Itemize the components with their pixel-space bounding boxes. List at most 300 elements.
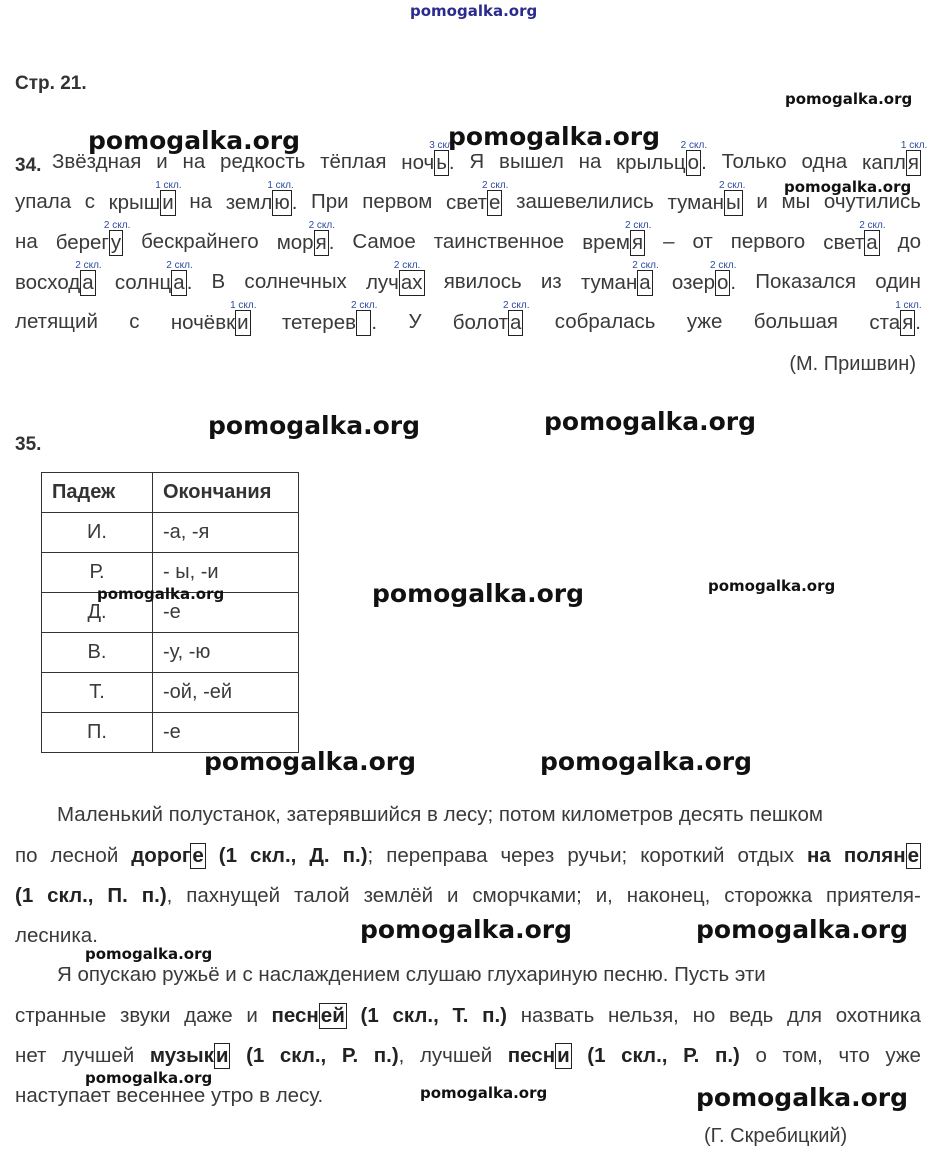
text-segment — [186, 876, 280, 916]
text-segment — [392, 996, 438, 1036]
ending-letter: а — [866, 231, 878, 254]
ending-letter: я — [907, 151, 919, 174]
ending-box — [710, 260, 737, 296]
watermark-text: pomogalka.org — [544, 407, 757, 436]
text-segment — [352, 230, 415, 256]
word: ночёвк — [170, 311, 236, 334]
word: назвать — [520, 1004, 595, 1027]
table-row — [42, 513, 299, 553]
bold-word: П. — [107, 884, 128, 907]
text-segment — [616, 140, 708, 176]
text-segment — [170, 300, 257, 336]
text-segment — [608, 996, 679, 1036]
p2-line-1-text: Я опускаю ружьё и с наслаждением слушаю глухариную песню. Пусть эти — [57, 963, 766, 986]
word: охотника — [835, 1004, 921, 1027]
p2-line-2 — [15, 996, 921, 1036]
word: звуки — [119, 1004, 171, 1027]
word: через — [500, 844, 555, 867]
ex34-line — [15, 300, 922, 336]
watermark-text: pomogalka.org — [420, 1084, 548, 1102]
text-segment — [386, 836, 487, 876]
declension-label: 2 скл. — [718, 180, 746, 191]
text-segment — [15, 876, 33, 916]
text-segment — [51, 836, 119, 876]
word: Я — [469, 150, 485, 173]
text-segment — [85, 190, 95, 216]
word: У — [408, 310, 422, 333]
word: нет — [15, 1044, 47, 1067]
word: первого — [730, 230, 806, 253]
p1-line-3 — [15, 876, 921, 916]
declension-label: 1 скл. — [895, 300, 922, 311]
ending-box: и — [215, 1044, 229, 1067]
ending-box — [75, 260, 102, 296]
text-segment — [15, 836, 38, 876]
bold-word: п.) — [482, 1004, 507, 1027]
declension-label: 2 скл. — [75, 260, 102, 271]
ending-letter: о — [717, 271, 729, 294]
table-row — [42, 633, 299, 673]
word: . — [730, 271, 737, 294]
text-segment — [120, 996, 171, 1036]
text-segment — [722, 150, 787, 176]
word: ; — [367, 844, 374, 867]
text-segment — [408, 310, 421, 336]
ending-box: е — [192, 844, 204, 867]
word: мор — [276, 231, 314, 254]
text-segment — [579, 150, 602, 176]
word: до — [897, 230, 921, 253]
case-cell: Т. — [42, 673, 153, 713]
word: свет — [823, 231, 865, 254]
text-segment — [596, 876, 613, 916]
text-segment — [361, 996, 379, 1036]
text-segment — [754, 310, 838, 336]
word: странные — [15, 1004, 107, 1027]
ex35-number: 35. — [15, 434, 42, 455]
word: зашевелились — [516, 190, 654, 213]
text-segment — [787, 996, 822, 1036]
word: от — [692, 230, 713, 253]
text-segment — [141, 230, 259, 256]
watermark-text: pomogalka.org — [708, 577, 836, 595]
text-segment — [294, 876, 350, 916]
ending-box — [155, 180, 182, 216]
ending-letter: а — [82, 271, 94, 294]
declension-label: 1 скл. — [230, 300, 257, 311]
text-segment — [309, 836, 329, 876]
declension-label: 3 скл. — [429, 140, 456, 151]
case-cell: П. — [42, 713, 153, 753]
text-segment — [663, 230, 674, 256]
text-segment — [587, 1036, 605, 1076]
declension-label: 2 скл. — [503, 300, 530, 311]
word: приятеля- — [826, 884, 921, 907]
ending-box — [308, 220, 336, 256]
word: вышел — [499, 150, 564, 173]
bold-word: п.) — [342, 844, 368, 867]
watermark-text: pomogalka.org — [540, 747, 753, 776]
word: и, — [595, 884, 613, 907]
text-segment — [15, 996, 106, 1036]
word: . — [701, 151, 707, 174]
word: редкость — [220, 150, 306, 173]
text-segment — [15, 190, 71, 216]
bold-word: (1 — [587, 1044, 606, 1067]
watermark-text: pomogalka.org — [696, 1083, 909, 1112]
ending-box — [680, 140, 708, 176]
text-segment — [802, 150, 848, 176]
watermark-text: pomogalka.org — [97, 585, 225, 603]
text-segment — [826, 876, 921, 916]
text-segment — [671, 260, 737, 296]
word: наконец, — [626, 884, 711, 907]
text-segment — [114, 260, 193, 296]
word: на — [578, 150, 602, 173]
word: очутились — [823, 190, 921, 213]
top-watermark: pomogalka.org — [410, 2, 538, 20]
word: и — [446, 884, 459, 907]
ending-letter: е — [489, 191, 501, 214]
text-segment — [362, 190, 432, 216]
text-segment — [469, 150, 484, 176]
watermark-text: pomogalka.org — [88, 126, 301, 155]
text-segment — [472, 876, 581, 916]
ending-box: и — [557, 1044, 570, 1067]
word: большая — [753, 310, 839, 333]
declension-label: 2 скл. — [680, 140, 708, 151]
word: земл — [225, 191, 273, 214]
declension-label: 1 скл. — [267, 180, 294, 191]
ending-box — [267, 180, 294, 216]
text-segment — [582, 220, 652, 256]
bold-word: Т. — [452, 1004, 469, 1027]
declension-label: 2 скл. — [482, 180, 509, 191]
text-segment — [434, 230, 564, 256]
word: упала — [15, 190, 72, 213]
word: о — [755, 1044, 767, 1067]
word: лесной — [50, 844, 119, 867]
text-segment — [627, 876, 710, 916]
text-segment — [783, 1036, 823, 1076]
text-segment — [272, 996, 347, 1036]
ending-cell: -ой, -ей — [153, 673, 299, 713]
watermark-text: pomogalka.org — [204, 747, 417, 776]
text-segment — [807, 836, 831, 876]
word: уже — [885, 1044, 921, 1067]
text-segment — [246, 1036, 264, 1076]
text-segment — [580, 260, 659, 296]
word: , — [166, 884, 173, 907]
word: солнечных — [244, 270, 347, 293]
table-header-case: Падеж — [42, 473, 153, 513]
text-segment — [212, 270, 226, 296]
text-segment — [499, 150, 564, 176]
bold-word: полян — [843, 844, 906, 867]
word: Звёздная — [52, 150, 142, 173]
text-segment — [452, 996, 468, 1036]
text-segment — [756, 190, 767, 216]
ending-box — [503, 300, 530, 336]
ending-letter: я — [902, 311, 914, 334]
text-segment — [189, 190, 212, 216]
word: с — [129, 310, 140, 333]
ending-box — [718, 180, 746, 216]
word: крыльц — [616, 151, 686, 174]
word: Только — [721, 150, 787, 173]
text-segment — [500, 836, 554, 876]
watermark-text: pomogalka.org — [784, 178, 912, 196]
text-segment — [621, 1036, 667, 1076]
word: на — [182, 150, 206, 173]
ex34-line — [15, 220, 921, 256]
ending-box — [351, 300, 378, 336]
word: озер — [671, 271, 716, 294]
text-segment — [320, 150, 386, 176]
text-segment — [756, 1036, 767, 1076]
ending-box: ей — [320, 1004, 345, 1027]
word: короткий — [640, 844, 725, 867]
text-segment — [401, 140, 456, 176]
word: по — [15, 844, 38, 867]
bold-word: Р. — [683, 1044, 700, 1067]
case-endings-table — [41, 472, 299, 753]
text-segment — [445, 180, 509, 216]
ending-letter: ю — [274, 191, 290, 214]
ending-box — [859, 220, 886, 256]
text-segment — [47, 876, 93, 916]
declension-label: 2 скл. — [624, 220, 652, 231]
text-segment — [15, 230, 38, 256]
text-segment — [521, 996, 595, 1036]
word: землёй — [363, 884, 434, 907]
ending-box — [429, 140, 456, 176]
page-ref: Стр. 21. — [15, 73, 87, 94]
declension-label: 2 скл. — [308, 220, 336, 231]
word: и — [756, 190, 768, 213]
text-segment — [508, 1036, 572, 1076]
bold-word: Р. — [341, 1044, 359, 1067]
word: туман — [580, 271, 638, 294]
text-segment — [838, 1036, 869, 1076]
text-segment — [311, 190, 349, 216]
ending-box — [103, 220, 131, 256]
ending-box — [895, 300, 922, 336]
word: талой — [294, 884, 350, 907]
text-segment — [55, 220, 131, 256]
text-segment — [898, 230, 921, 256]
text-segment — [823, 220, 886, 256]
declension-label: 2 скл. — [103, 220, 131, 231]
ending-box — [624, 220, 652, 256]
ending-letter: я — [631, 231, 644, 254]
text-segment — [15, 1036, 46, 1076]
word: том, — [782, 1044, 823, 1067]
word: отдых — [737, 844, 795, 867]
word: пахнущей — [186, 884, 281, 907]
word: сморчками; — [472, 884, 582, 907]
word: одна — [801, 150, 848, 173]
text-segment — [131, 836, 206, 876]
text-segment — [184, 996, 232, 1036]
word: ведь — [729, 1004, 774, 1027]
word: . — [186, 271, 193, 294]
bold-word: дорог — [131, 844, 191, 867]
bold-word: (1 — [360, 1004, 379, 1027]
table-header-row — [42, 473, 299, 513]
bold-word: музык — [149, 1044, 214, 1067]
text-segment — [541, 270, 562, 296]
word: летящий — [15, 310, 98, 333]
word: сторожка — [724, 884, 813, 907]
text-segment — [281, 300, 378, 336]
watermark-text: pomogalka.org — [372, 579, 585, 608]
ending-letter: а — [639, 271, 651, 294]
word: первом — [362, 190, 433, 213]
ending-cell: -е — [153, 593, 299, 633]
bold-word: скл., — [47, 884, 94, 907]
word: луч — [365, 271, 399, 294]
ending-letter: ах — [400, 271, 423, 294]
text-segment — [555, 310, 656, 336]
word: собралась — [554, 310, 656, 333]
table-header-endings: Окончания — [153, 473, 299, 513]
text-segment — [667, 180, 746, 216]
word: лучшей — [419, 1044, 493, 1067]
text-segment — [276, 220, 336, 256]
declension-label: 2 скл. — [710, 260, 737, 271]
text-segment — [693, 996, 716, 1036]
text-segment — [640, 836, 724, 876]
ending-letter: у — [110, 231, 122, 254]
declension-label: 1 скл. — [900, 140, 928, 151]
bold-word: (1 — [246, 1044, 265, 1067]
text-segment — [142, 876, 173, 916]
ex34-author: (М. Пришвин) — [789, 353, 916, 375]
ending-letter: ы — [725, 191, 741, 214]
bold-word: п.) — [714, 1044, 740, 1067]
word: мы — [781, 190, 811, 213]
text-segment — [364, 876, 433, 916]
word: нельзя, — [607, 1004, 679, 1027]
text-segment — [692, 230, 712, 256]
p1-line-1-text: Маленький полустанок, затерявшийся в лесу; потом километров десять пешком — [57, 803, 823, 826]
word: на — [15, 230, 38, 253]
word: . — [915, 311, 921, 334]
word: Показался — [755, 270, 857, 293]
text-segment — [250, 836, 296, 876]
bold-word: песн — [271, 1004, 319, 1027]
case-cell: Р. — [42, 553, 153, 593]
bold-word: п.) — [141, 884, 167, 907]
declension-label: 2 скл. — [632, 260, 659, 271]
word: . — [371, 311, 378, 334]
word: таинственное — [433, 230, 565, 253]
word: болот — [452, 311, 509, 334]
word: солнц — [114, 271, 172, 294]
ex34-number: 34. — [15, 155, 42, 176]
text-segment — [516, 190, 654, 216]
watermark-text: pomogalka.org — [448, 122, 661, 151]
ending-letter: а — [173, 271, 185, 294]
bold-word: п.) — [373, 1044, 399, 1067]
case-cell: Д. — [42, 593, 153, 633]
p1-line-2 — [15, 836, 921, 876]
bold-word: (1 — [218, 844, 238, 867]
word: явилось — [443, 270, 522, 293]
word: . — [448, 151, 455, 174]
declension-label: 2 скл. — [166, 260, 193, 271]
text-segment — [15, 310, 98, 336]
case-cell: В. — [42, 633, 153, 673]
word: При — [311, 190, 349, 213]
text-segment — [715, 1036, 740, 1076]
word: на — [189, 190, 213, 213]
ending-letter: а — [510, 311, 522, 334]
word: капл — [861, 151, 906, 174]
text-segment — [724, 876, 812, 916]
word: тёплая — [320, 150, 387, 173]
text-segment — [729, 996, 773, 1036]
watermark-text: pomogalka.org — [85, 945, 213, 963]
word: . — [328, 231, 335, 254]
bold-word: на — [807, 844, 831, 867]
text-segment — [280, 1036, 326, 1076]
word: лучшей — [62, 1044, 135, 1067]
word: ста — [869, 311, 901, 334]
text-segment — [683, 1036, 699, 1076]
text-segment — [374, 1036, 405, 1076]
bold-word: (1 — [15, 884, 34, 907]
ex34-line — [15, 260, 921, 296]
ending-box — [900, 140, 928, 176]
word: . — [291, 191, 298, 214]
word: туман — [667, 191, 724, 214]
text-segment — [687, 310, 723, 336]
word: из — [540, 270, 562, 293]
ending-box — [393, 260, 425, 296]
bold-word: скл., — [250, 844, 297, 867]
declension-label: 1 скл. — [155, 180, 182, 191]
word: , — [398, 1044, 405, 1067]
text-segment — [737, 836, 794, 876]
word: тетерев — [281, 311, 356, 334]
word: ручьи; — [567, 844, 628, 867]
p2-line-4: наступает весеннее утро в лесу. — [15, 1084, 324, 1107]
word: и — [246, 1004, 258, 1027]
word: берег — [55, 231, 109, 254]
ending-letter: я — [315, 231, 327, 254]
ending-cell: -а, -я — [153, 513, 299, 553]
bold-word: скл., — [279, 1044, 327, 1067]
text-segment — [107, 876, 127, 916]
declension-label: 2 скл. — [859, 220, 886, 231]
watermark-text: pomogalka.org — [208, 411, 421, 440]
ending-cell: -у, -ю — [153, 633, 299, 673]
text-segment — [219, 836, 237, 876]
word: но — [692, 1004, 716, 1027]
text-segment — [343, 836, 374, 876]
ex35-author: (Г. Скребицкий) — [704, 1125, 848, 1147]
bold-word: песн — [507, 1044, 556, 1067]
watermark-text: pomogalka.org — [696, 915, 909, 944]
text-segment — [875, 270, 921, 296]
text-segment — [755, 270, 856, 296]
text-segment — [15, 260, 102, 296]
word: переправа — [386, 844, 488, 867]
text-segment — [244, 270, 346, 296]
declension-label: 2 скл. — [393, 260, 421, 271]
